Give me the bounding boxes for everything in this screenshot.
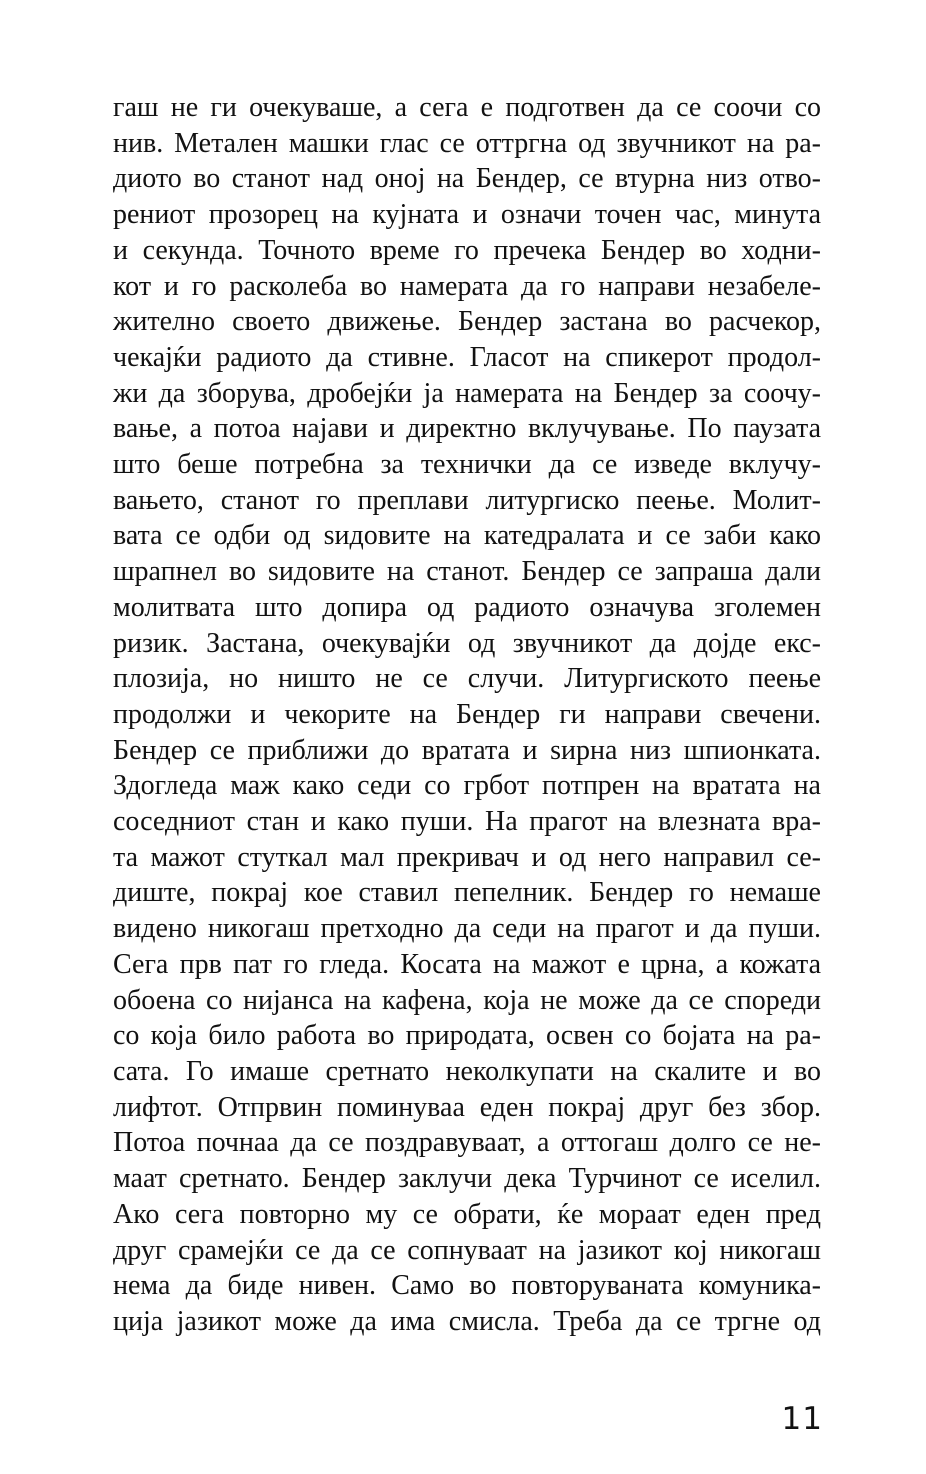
- text-line: жително своето движење. Бендер застана во расчекор,: [113, 306, 821, 338]
- text-line: ризик. Застана, очекувајќи од звучникот да дојде екс-: [113, 627, 821, 659]
- text-line: диото во станот над оној на Бендер, се втурна низ отво-: [113, 163, 821, 195]
- text-line: Здогледа маж како седи со грбот потпрен на вратата на: [113, 770, 821, 802]
- text-line: шрапнел во ѕидовите на станот. Бендер се запраша дали: [113, 556, 821, 588]
- text-line: та мажот стуткал мал прекривач и од него направил се-: [113, 841, 821, 873]
- text-line: вање, а потоа најави и директно вклучување. По паузата: [113, 413, 821, 445]
- text-line: Ако сега повторно му се обрати, ќе мораат еден пред: [113, 1198, 821, 1230]
- text-line: обоена со нијанса на кафена, која не може да се спореди: [113, 984, 821, 1016]
- text-line: диште, покрај кое ставил пепелник. Бендер го немаше: [113, 877, 821, 909]
- text-line: ција јазикот може да има смисла. Треба да се тргне од: [113, 1305, 821, 1337]
- text-line: продолжи и чекорите на Бендер ги направи свечени.: [113, 698, 821, 730]
- text-line: молитвата што допира од радиото означува зголемен: [113, 591, 821, 623]
- text-line: сата. Го имаше сретнато неколкупати на скалите и во: [113, 1055, 821, 1087]
- text-line: Сега прв пат го гледа. Косата на мажот е црна, а кожата: [113, 948, 821, 980]
- text-line: вањето, станот го преплави литургиско пеење. Молит-: [113, 484, 821, 516]
- page-number: 11: [781, 1401, 823, 1437]
- text-line: чекајќи радиото да стивне. Гласот на спикерот продол-: [113, 341, 821, 373]
- text-line: и секунда. Точното време го пречека Бендер во ходни-: [113, 234, 821, 266]
- text-line: Потоа почнаа да се поздравуваат, а оттогаш долго се не-: [113, 1127, 821, 1159]
- text-line: видено никогаш претходно да седи на прагот и да пуши.: [113, 913, 821, 945]
- page-text-block: [113, 90, 821, 1340]
- text-line: со која било работа во природата, освен со бојата на ра-: [113, 1020, 821, 1052]
- text-line: плозија, но ништо не се случи. Литургиското пеење: [113, 663, 821, 695]
- text-line: рениот прозорец на кујната и означи точен час, минута: [113, 199, 821, 231]
- text-line: друг срамејќи се да се сопнуваат на јазикот кој никогаш: [113, 1234, 821, 1266]
- text-line: кот и го расколеба во намерата да го направи незабеле-: [113, 270, 821, 302]
- text-line: жи да зборува, дробејќи ја намерата на Бендер за соочу-: [113, 377, 821, 409]
- text-line: нив. Метален машки глас се оттргна од звучникот на ра-: [113, 127, 821, 159]
- text-line: маат сретнато. Бендер заклучи дека Турчинот се иселил.: [113, 1163, 821, 1195]
- text-line: нема да биде нивен. Само во повторуваната комуника-: [113, 1270, 821, 1302]
- text-line: што беше потребна за технички да се изведе вклучу-: [113, 449, 821, 481]
- text-line: Бендер се приближи до вратата и ѕирна низ шпионката.: [113, 734, 821, 766]
- text-line: гаш не ги очекуваше, а сега е подготвен да се соочи со: [113, 92, 821, 123]
- text-line: вата се одби од ѕидовите на катедралата и се заби како: [113, 520, 821, 552]
- text-line: соседниот стан и како пуши. На прагот на влезната вра-: [113, 806, 821, 838]
- text-line: лифтот. Отпрвин поминуваа еден покрај друг без збор.: [113, 1091, 821, 1123]
